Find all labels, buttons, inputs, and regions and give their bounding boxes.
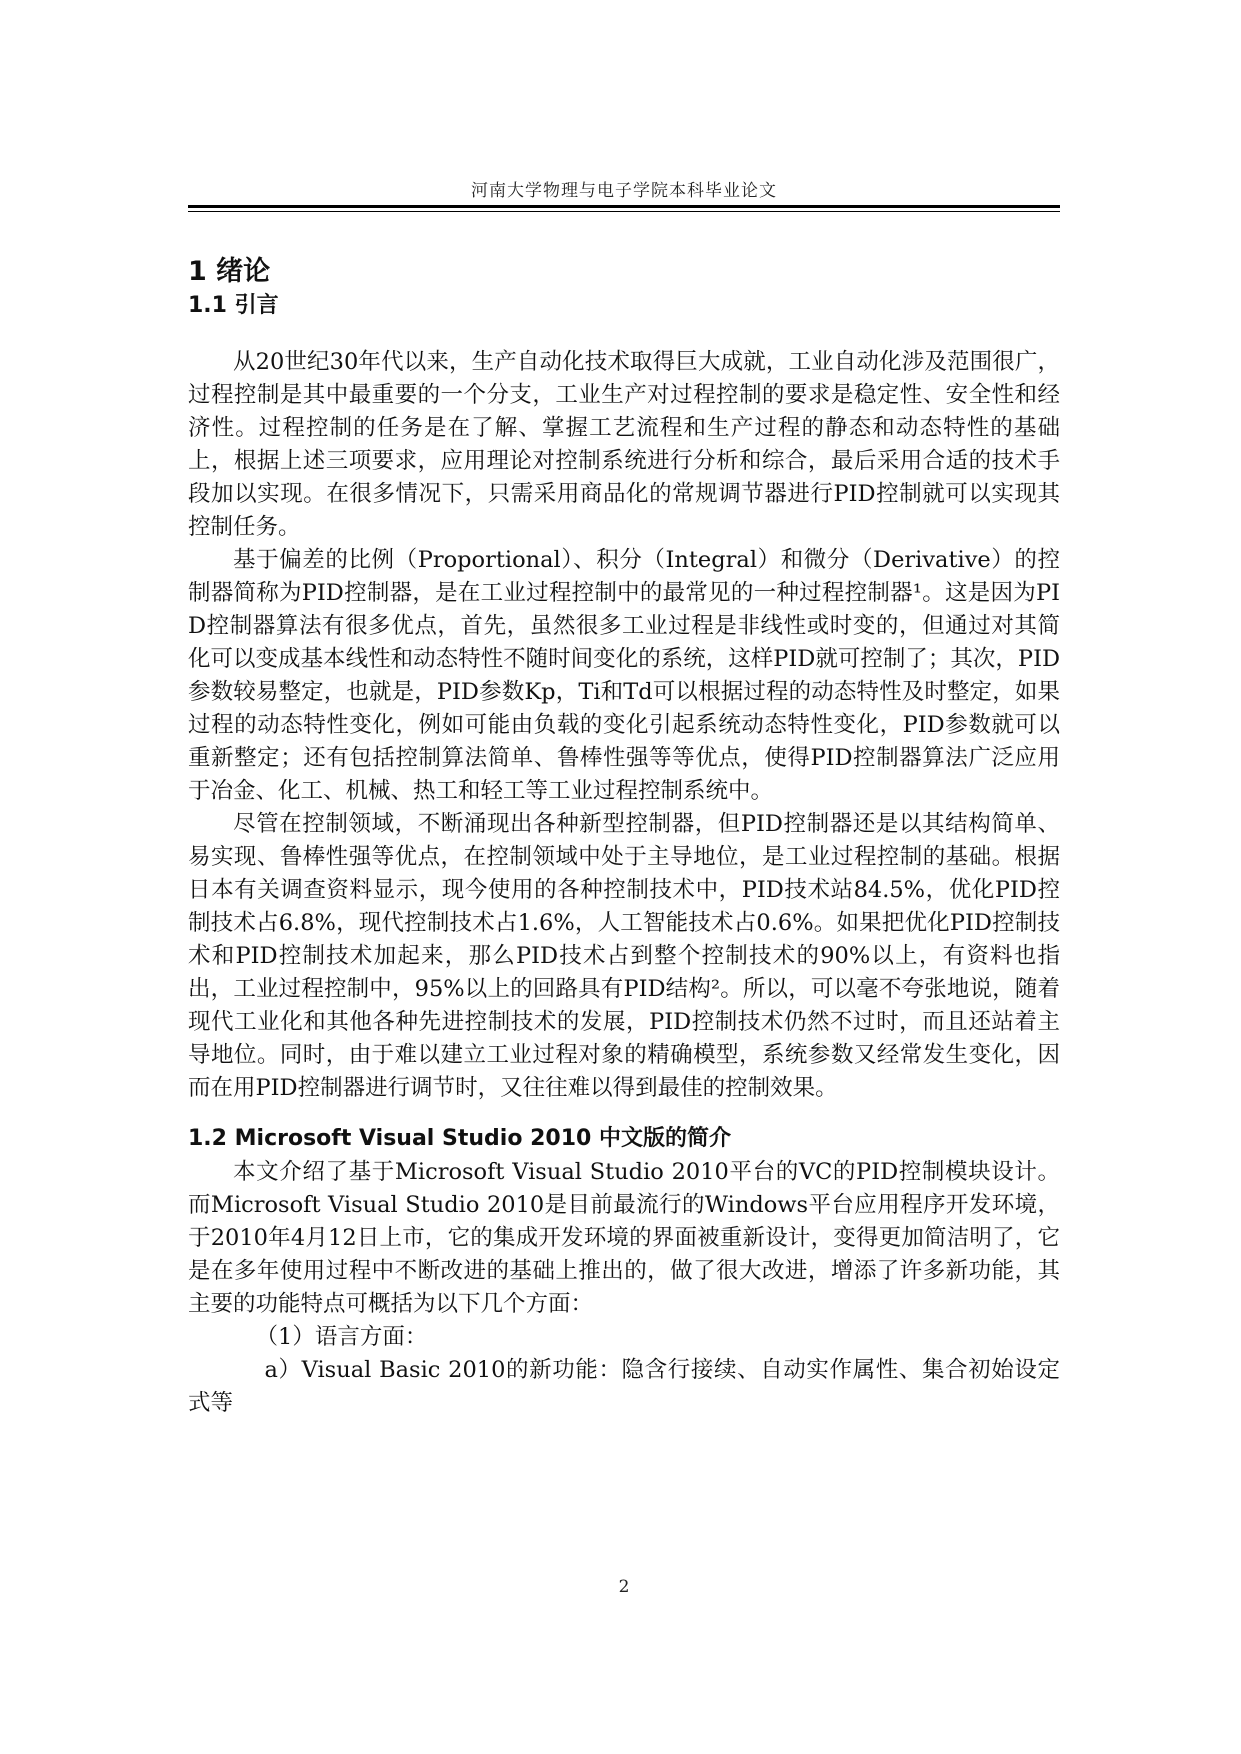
section-title-visual-studio: 1.2 Microsoft Visual Studio 2010 中文版的简介 — [188, 1126, 731, 1151]
page-content — [188, 254, 1060, 1420]
vs-list-item-language: （1）语言方面： — [255, 1324, 428, 1350]
header-rule-thick — [188, 205, 1060, 208]
vs-paragraph-1: 本文介绍了基于Microsoft Visual Studio 2010平台的VC的PID控制模块设计。 而Microsoft Visual Studio 2010是目前最流行的Windows平台应用程序开发环境，于2010年4月12日上市，它的集成开发环境的界面被重新设计，变得更加简洁明了，它是在多年使用过程中不断改进的基础上推出的，做了很大改进，增添了许多新功能，其主要的功能特点可概括为以下几个方面： — [188, 1159, 1060, 1317]
intro-paragraph-3: 尽管在控制领域，不断涌现出各种新型控制器，但PID控制器还是以其结构简单、易实现、鲁棒性强等优点，在控制领域中处于主导地位，是工业过程控制的基础。根据日本有关调查资料显示，现今使用的各种控制技术中，PID技术站84.5%，优化PID控制技术占6.8%，现代控制技术占1.6%，人工智能技术占0.6%。如果把优化PID控制技术和PID控制技术加起来，那么PID技术占到整个控制技术的90%以上，有资料也指出，工业过程控制中，95%以上的回路具有PID结构²。所以，可以毫不夸张地说，随着现代工业化和其他各种先进控制技术的发展，PID控制技术仍然不过时，而且还站着主导地位。同时，由于难以建立工业过程对象的精确模型，系统参数又经常发生变化，因而在用PID控制器进行调节时，又往往难以得到最佳的控制效果。 — [188, 811, 1060, 1101]
running-header-title: 河南大学物理与电子学院本科毕业论文 — [471, 181, 777, 201]
intro-paragraph-1: 从20世纪30年代以来，生产自动化技术取得巨大成就，工业自动化涉及范围很广，过程控制是其中最重要的一个分支，工业生产对过程控制的要求是稳定性、安全性和经济性。过程控制的任务是在了解、掌握工艺流程和生产过程的静态和动态特性的基础上，根据上述三项要求，应用理论对控制系统进行分析和综合，最后采用合适的技术手段加以实现。在很多情况下，只需采用商品化的常规调节器进行PID控制就可以实现其控制任务。 — [188, 349, 1060, 540]
section-spacer — [188, 322, 1060, 346]
intro-paragraph-2: 基于偏差的比例（Proportional）、积分（Integral）和微分（Derivative）的控制器简称为PID控制器，是在工业过程控制中的最常见的一种过程控制器¹。这是因为PID控制器算法有很多优点，首先，虽然很多工业过程是非线性或时变的，但通过对其简化可以变成基本线性和动态特性不随时间变化的系统，这样PID就可控制了；其次，PID参数较易整定，也就是，PID参数Kp，Ti和Td可以根据过程的动态特性及时整定，如果过程的动态特性变化，例如可能由负载的变化引起系统动态特性变化，PID参数就可以重新整定；还有包括控制算法简单、鲁棒性强等等优点，使得PID控制器算法广泛应用于冶金、化工、机械、热工和轻工等工业过程控制系统中。 — [188, 547, 1060, 804]
header-rule-thin — [188, 211, 1060, 212]
vs-list-subitem-vb: a）Visual Basic 2010的新功能：隐含行接续、自动实作属性、集合初始设定式等 — [188, 1357, 1060, 1416]
page-number: 2 — [618, 1577, 630, 1597]
section-title-intro: 1.1 引言 — [188, 293, 279, 318]
chapter-title: 1 绪论 — [188, 256, 271, 287]
